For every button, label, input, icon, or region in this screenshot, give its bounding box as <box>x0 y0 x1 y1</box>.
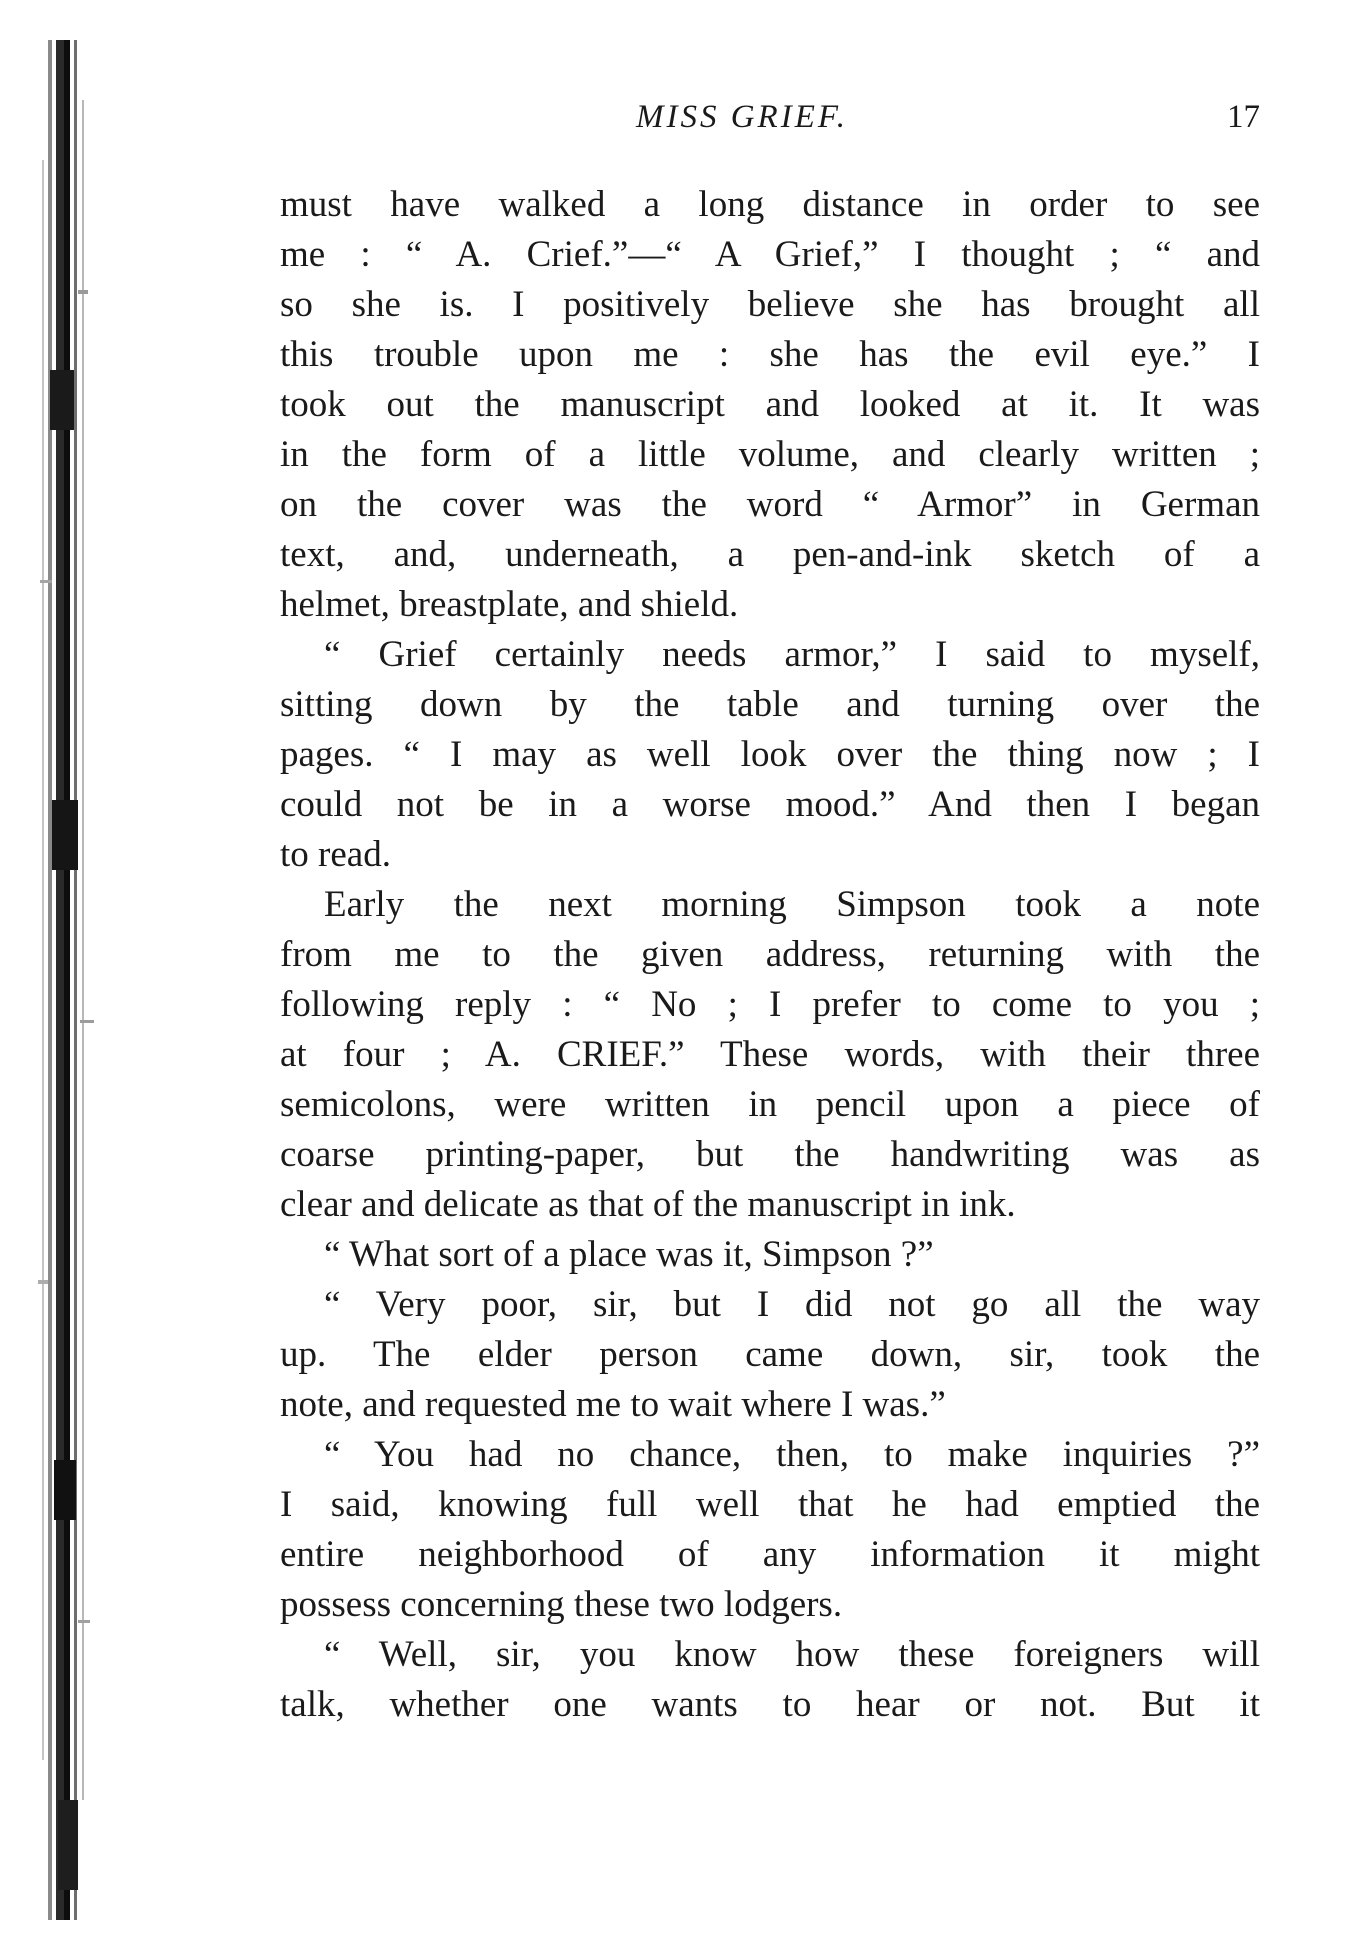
text-line: in the form of a little volume, and clearly written ; <box>280 434 1260 475</box>
binding-gutter <box>38 40 100 1920</box>
running-head <box>280 92 1260 142</box>
text-line: semicolons, were written in pencil upon a piece of <box>280 1084 1260 1125</box>
text-line: pages. “ I may as well look over the thing now ; I <box>280 734 1260 775</box>
text-line: following reply : “ No ; I prefer to come to you ; <box>280 984 1260 1025</box>
page-number: 17 <box>1227 99 1260 135</box>
text-line: coarse printing-paper, but the handwriting was as <box>280 1134 1260 1175</box>
text-line: “ What sort of a place was it, Simpson ?” <box>324 1234 934 1275</box>
text-line: so she is. I positively believe she has brought all <box>280 284 1260 325</box>
text-line: at four ; A. CRIEF.” These words, with their three <box>280 1034 1260 1075</box>
text-line: “ Well, sir, you know how these foreigners will <box>324 1634 1260 1675</box>
text-line: up. The elder person came down, sir, took the <box>280 1334 1260 1375</box>
text-line: took out the manuscript and looked at it. It was <box>280 384 1260 425</box>
text-line: talk, whether one wants to hear or not. But it <box>280 1684 1260 1725</box>
text-line: note, and requested me to wait where I was.” <box>280 1384 946 1425</box>
text-line: could not be in a worse mood.” And then I began <box>280 784 1260 825</box>
binding-edge-graphic <box>38 40 100 1920</box>
text-line: on the cover was the word “ Armor” in German <box>280 484 1260 525</box>
text-line: Early the next morning Simpson took a note <box>324 884 1260 925</box>
text-line: from me to the given address, returning with the <box>280 934 1260 975</box>
text-line: to read. <box>280 834 391 875</box>
text-line: “ Very poor, sir, but I did not go all the way <box>324 1284 1260 1325</box>
text-line: “ You had no chance, then, to make inquiries ?” <box>324 1434 1260 1475</box>
text-line: possess concerning these two lodgers. <box>280 1584 843 1625</box>
text-line: “ Grief certainly needs armor,” I said to myself, <box>324 634 1260 675</box>
running-head-title: MISS GRIEF. <box>636 99 849 135</box>
text-line: entire neighborhood of any information it might <box>280 1534 1260 1575</box>
text-line: me : “ A. Crief.”—“ A Grief,” I thought ; “ and <box>280 234 1260 275</box>
text-line: text, and, underneath, a pen-and-ink sketch of a <box>280 534 1260 575</box>
text-line: helmet, breastplate, and shield. <box>280 584 739 625</box>
text-line: sitting down by the table and turning over the <box>280 684 1260 725</box>
text-line: this trouble upon me : she has the evil eye.” I <box>280 334 1260 375</box>
text-line: must have walked a long distance in order to see <box>280 184 1260 225</box>
text-line: I said, knowing full well that he had emptied the <box>280 1484 1260 1525</box>
body-text <box>280 180 1260 1730</box>
text-line: clear and delicate as that of the manuscript in ink. <box>280 1184 1016 1225</box>
